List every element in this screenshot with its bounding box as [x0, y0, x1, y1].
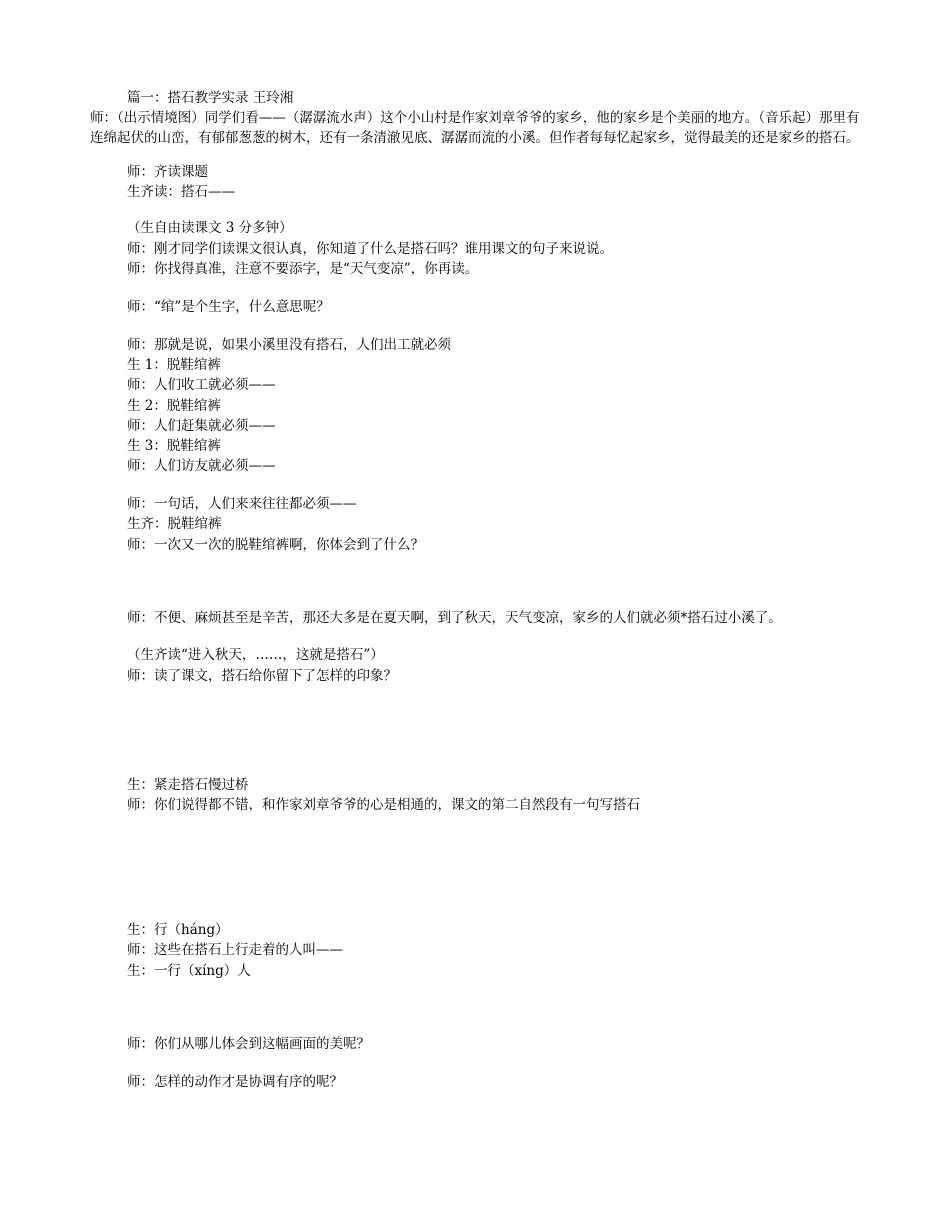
paragraph-line: 生 1：脱鞋绾裤: [127, 357, 221, 373]
paragraph-line: 生 2：脱鞋绾裤: [127, 398, 221, 414]
paragraph-line: 生：一行（xíng）人: [127, 963, 251, 979]
paragraph-line: （生自由读课文 3 分多钟）: [127, 220, 293, 236]
paragraph-line: 师：读了课文，搭石给你留下了怎样的印象？: [127, 668, 397, 684]
paragraph-line: 师：人们赶集就必须——: [127, 418, 276, 434]
paragraph-line: 师：一句话，人们来来往往都必须——: [127, 496, 357, 512]
paragraph-line: 师：那就是说，如果小溪里没有搭石，人们出工就必须: [127, 337, 451, 353]
paragraph-line: 师：刚才同学们读课文很认真，你知道了什么是搭石吗？谁用课文的句子来说说。: [127, 241, 613, 257]
document-title: 篇一：搭石教学实录 王玲湘: [127, 90, 294, 106]
paragraph-autumn: 师：不便、麻烦甚至是辛苦，那还大多是在夏天啊，到了秋天，天气变凉，家乡的人们就必须*搭石过小溪了。: [127, 610, 782, 626]
paragraph-line: （生齐读“进入秋天，……，这就是搭石”）: [127, 647, 384, 663]
paragraph-line: 生 3：脱鞋绾裤: [127, 438, 221, 454]
paragraph-line: 师：这些在搭石上行走着的人叫——: [127, 942, 343, 958]
paragraph-line: 师：人们收工就必须——: [127, 377, 276, 393]
paragraph-line: 师：齐读课题: [127, 164, 208, 180]
paragraph-line: 生：紧走搭石慢过桥: [127, 777, 249, 793]
paragraph-line: 师：你们从哪儿体会到这幅画面的美呢？: [127, 1036, 370, 1052]
paragraph-line: 生：行（háng）: [127, 922, 229, 938]
paragraph-line: 师：你找得真准，注意不要添字，是“天气变凉”，你再读。: [127, 261, 479, 277]
paragraph-line: 师：你们说得都不错，和作家刘章爷爷的心是相通的，课文的第二自然段有一句写搭石: [127, 797, 640, 813]
paragraph-line: 师：怎样的动作才是协调有序的呢？: [127, 1074, 343, 1090]
paragraph-line: 生齐读：搭石——: [127, 184, 235, 200]
paragraph-line: 师：人们访友就必须——: [127, 458, 276, 474]
paragraph-line: 生齐：脱鞋绾裤: [127, 516, 222, 532]
paragraph-line: 师：一次又一次的脱鞋绾裤啊，你体会到了什么？: [127, 537, 424, 553]
paragraph-line: 师：“绾”是个生字，什么意思呢？: [127, 299, 330, 315]
paragraph-intro: 师：（出示情境图）同学们看——（潺潺流水声）这个小山村是作家刘章爷爷的家乡，他的家乡是个美丽的地方。（音乐起）那里有连绵起伏的山峦，有郁郁葱葱的树木，还有一条清澈见底、潺潺而流的小溪。但作者每每忆起家乡，觉得最美的还是家乡的搭石。: [90, 110, 860, 146]
